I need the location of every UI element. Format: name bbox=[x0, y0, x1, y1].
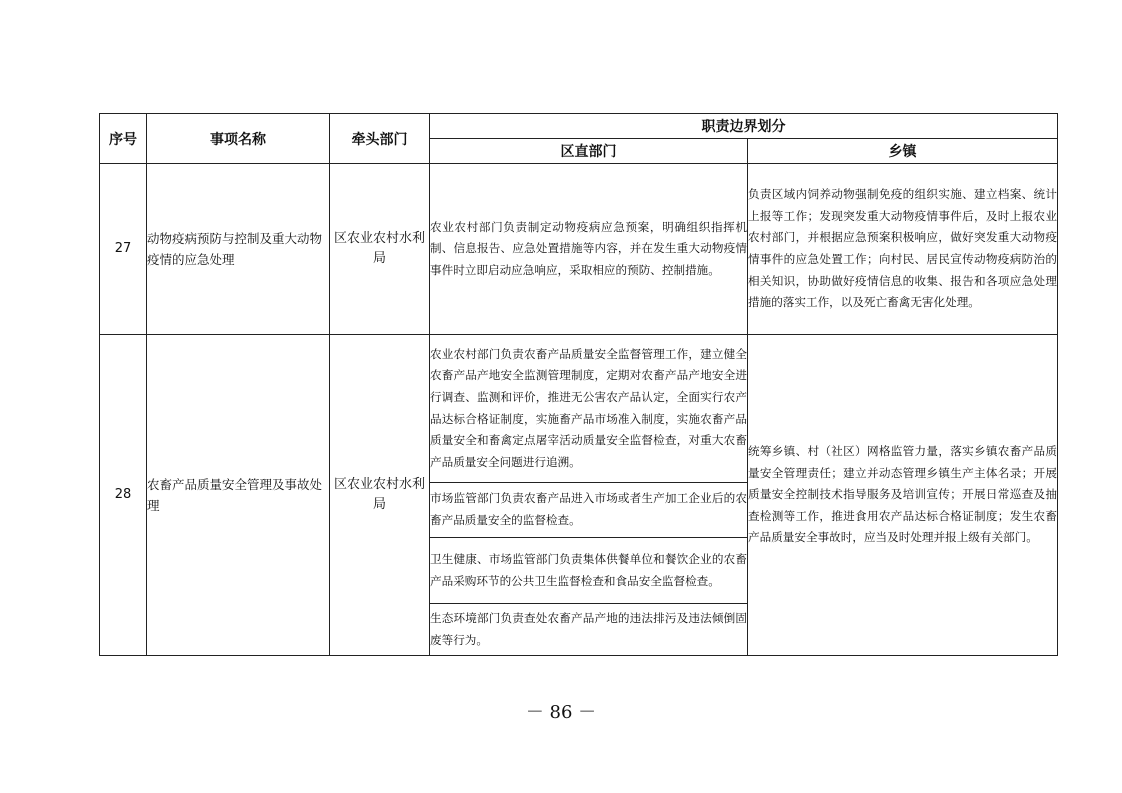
header-division: 职责边界划分 bbox=[430, 114, 1058, 139]
table-row bbox=[100, 164, 1058, 335]
header-township: 乡镇 bbox=[748, 139, 1058, 164]
row-township-duty: 统筹乡镇、村（社区）网格监管力量，落实乡镇农畜产品质量安全管理责任；建立并动态管理乡镇生产主体名录；开展质量安全控制技术指导服务及培训宣传；开展日常巡查及抽查检测等工作，推进食用农产品达标合格证制度；发生农畜产品质量安全事故时，应当及时处理并报上级有关部门。 bbox=[748, 335, 1058, 656]
row-lead-dept: 区农业农村水利局 bbox=[330, 335, 430, 656]
row-lead-dept: 区农业农村水利局 bbox=[330, 164, 430, 335]
page-number: － 86 － bbox=[525, 702, 597, 723]
header-item-name: 事项名称 bbox=[147, 114, 330, 164]
row-seq: 28 bbox=[100, 335, 147, 656]
header-district-dept: 区直部门 bbox=[430, 139, 748, 164]
header-row-1 bbox=[100, 114, 1058, 139]
row-seq: 27 bbox=[100, 164, 147, 335]
row-item-name: 动物疫病预防与控制及重大动物疫情的应急处理 bbox=[147, 164, 330, 335]
row-township-duty: 负责区域内饲养动物强制免疫的组织实施、建立档案、统计上报等工作；发现突发重大动物疫情事件后，及时上报农业农村部门，并根据应急预案积极响应，做好突发重大动物疫情事件的应急处置工作；向村民、居民宣传动物疫病防治的相关知识，协助做好疫情信息的收集、报告和各项应急处理措施的落实工作，以及死亡畜禽无害化处理。 bbox=[748, 164, 1058, 335]
row-district-duty-health: 卫生健康、市场监管部门负责集体供餐单位和餐饮企业的农畜产品采购环节的公共卫生监督检查和食品安全监督检查。 bbox=[430, 538, 748, 604]
row-district-duty-market: 市场监管部门负责农畜产品进入市场或者生产加工企业后的农畜产品质量安全的监督检查。 bbox=[430, 483, 748, 538]
header-seq: 序号 bbox=[100, 114, 147, 164]
row-district-duty-agriculture: 农业农村部门负责农畜产品质量安全监督管理工作，建立健全农畜产品产地安全监测管理制度，定期对农畜产品产地安全进行调查、监测和评价，推进无公害农产品认定，全面实行农产品达标合格证制度，实施畜产品市场准入制度，实施农畜产品质量安全和畜禽定点屠宰活动质量安全监督检查，对重大农畜产品质量安全问题进行追溯。 bbox=[430, 335, 748, 483]
header-lead-dept: 牵头部门 bbox=[330, 114, 430, 164]
table-row bbox=[100, 335, 1058, 483]
row-item-name: 农畜产品质量安全管理及事故处理 bbox=[147, 335, 330, 656]
responsibility-table bbox=[99, 113, 1058, 656]
row-district-duty: 农业农村部门负责制定动物疫病应急预案，明确组织指挥机制、信息报告、应急处置措施等内容，并在发生重大动物疫情事件时立即启动应急响应，采取相应的预防、控制措施。 bbox=[430, 164, 748, 335]
row-district-duty-environment: 生态环境部门负责查处农畜产品产地的违法排污及违法倾倒固废等行为。 bbox=[430, 604, 748, 656]
